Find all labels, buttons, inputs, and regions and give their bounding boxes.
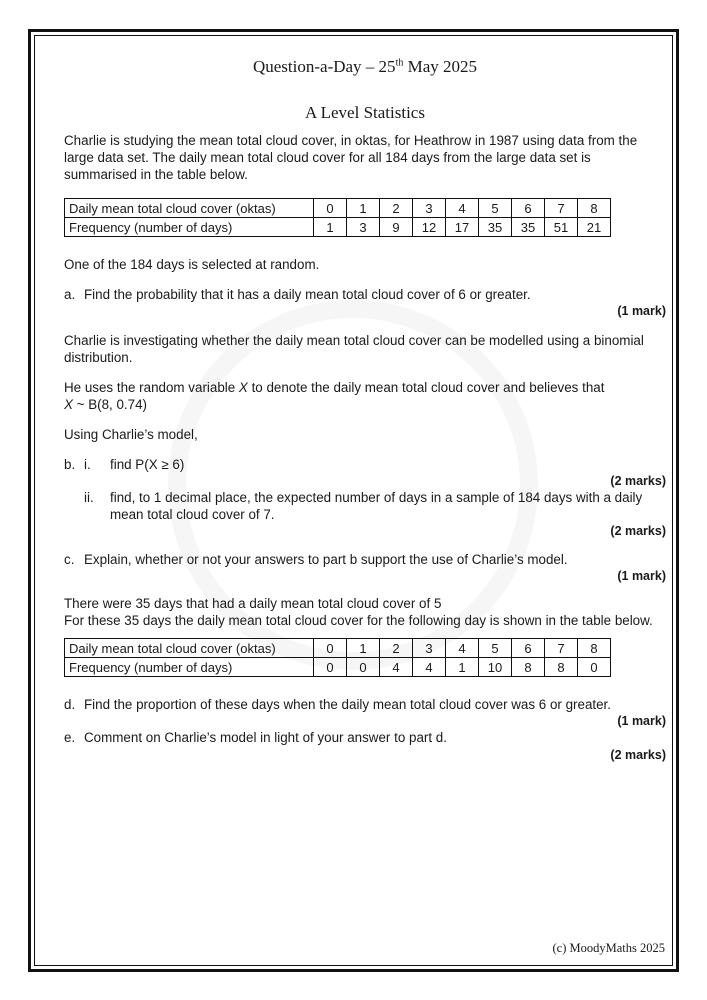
question-text: Explain, whether or not your answers to part b support the use of Charlie’s model. (84, 552, 568, 567)
table-cell: 35 (512, 218, 545, 237)
copyright-footer: (c) MoodyMaths 2025 (552, 941, 665, 955)
table-cell: 17 (446, 218, 479, 237)
question-e (64, 729, 666, 746)
table-cell: 8 (578, 199, 611, 218)
table-cell: 1 (347, 639, 380, 658)
model-variable: X (238, 380, 248, 395)
model-distribution: ~ B(8, 0.74) (72, 397, 147, 412)
investigating-text: Charlie is investigating whether the daily mean total cloud cover can be modelled using a binomial distribution. (64, 333, 644, 365)
question-label: b. (64, 457, 76, 472)
table-cell: 51 (545, 218, 578, 237)
page-title (64, 56, 666, 78)
question-text: find, to 1 decimal place, the expected number of days in a sample of 184 days with a daily mean total cloud cover of 7. (110, 490, 643, 522)
table-row (65, 658, 611, 677)
question-sublabel: i. (84, 457, 91, 472)
selected-text: One of the 184 days is selected at random. (64, 257, 320, 272)
table-cell: 2 (380, 199, 413, 218)
table-row (65, 199, 611, 218)
table-cell: 21 (578, 218, 611, 237)
model-text-a: He uses the random variable (64, 380, 239, 395)
table-row-label: Daily mean total cloud cover (oktas) (65, 199, 314, 218)
cloud-cover-table-following (64, 638, 611, 677)
table-cell: 35 (479, 218, 512, 237)
table-cell: 8 (578, 639, 611, 658)
table-cell: 10 (479, 658, 512, 677)
table-cell: 4 (380, 658, 413, 677)
question-d (64, 696, 666, 713)
table-cell: 5 (479, 199, 512, 218)
question-content (64, 56, 666, 763)
table-cell: 3 (413, 199, 446, 218)
indent-spacer (64, 489, 84, 523)
question-b-ii (64, 489, 666, 523)
table-cell: 3 (347, 218, 380, 237)
question-d-marks: (1 mark) (617, 714, 666, 728)
question-text: find P(X ≥ 6) (110, 457, 185, 472)
question-text: Comment on Charlie’s model in light of your answer to part d. (84, 730, 447, 745)
table-cell: 7 (545, 199, 578, 218)
table-cell: 0 (314, 199, 347, 218)
table-row (65, 639, 611, 658)
question-text: Find the proportion of these days when the daily mean total cloud cover was 6 or greater. (84, 697, 612, 712)
table-row (65, 218, 611, 237)
using-text: Using Charlie’s model, (64, 427, 198, 442)
table-cell: 1 (446, 658, 479, 677)
question-b-i (64, 456, 666, 473)
table-cell: 4 (413, 658, 446, 677)
question-label: c. (64, 552, 75, 567)
title-suffix: May 2025 (403, 57, 478, 76)
table-cell: 6 (512, 639, 545, 658)
table-cell: 9 (380, 218, 413, 237)
table-cell: 0 (314, 658, 347, 677)
model-variable: X (64, 397, 73, 412)
question-b-ii-marks: (2 marks) (610, 524, 666, 538)
table-cell: 0 (578, 658, 611, 677)
days35-line1: There were 35 days that had a daily mean total cloud cover of 5 (64, 596, 442, 611)
table-cell: 3 (413, 639, 446, 658)
table-cell: 1 (347, 199, 380, 218)
table-cell: 4 (446, 639, 479, 658)
table-cell: 5 (479, 639, 512, 658)
question-label: a. (64, 287, 76, 302)
table-cell: 8 (512, 658, 545, 677)
question-c (64, 551, 666, 568)
page-subtitle: A Level Statistics (305, 103, 425, 122)
table-row-label: Frequency (number of days) (65, 218, 314, 237)
table-cell: 4 (446, 199, 479, 218)
table-row-label: Frequency (number of days) (65, 658, 314, 677)
cloud-cover-table-all (64, 198, 611, 237)
title-prefix: Question-a-Day – 25 (252, 57, 396, 76)
model-text-b: to denote the daily mean total cloud cover and believes that (247, 380, 605, 395)
intro-text: Charlie is studying the mean total cloud cover, in oktas, for Heathrow in 1987 using data from the large data set. The daily mean total cloud cover for all 184 days from the large data set is summarised in the table below. (64, 133, 638, 182)
title-superscript: th (395, 57, 404, 69)
table-cell: 1 (314, 218, 347, 237)
question-e-marks: (2 marks) (610, 748, 666, 762)
table-cell: 2 (380, 639, 413, 658)
table-cell: 8 (545, 658, 578, 677)
table-cell: 7 (545, 639, 578, 658)
days35-line2: For these 35 days the daily mean total cloud cover for the following day is shown in the table below. (64, 613, 653, 628)
question-a-marks: (1 mark) (617, 304, 666, 318)
question-sublabel: ii. (84, 490, 94, 505)
table-row-label: Daily mean total cloud cover (oktas) (65, 639, 314, 658)
question-b-i-marks: (2 marks) (610, 474, 666, 488)
question-label: d. (64, 697, 76, 712)
table-cell: 0 (314, 639, 347, 658)
model-text (64, 379, 666, 413)
question-text: Find the probability that it has a daily mean total cloud cover of 6 or greater. (84, 287, 531, 302)
question-label: e. (64, 730, 76, 745)
table-cell: 12 (413, 218, 446, 237)
table-cell: 6 (512, 199, 545, 218)
question-a (64, 286, 666, 303)
table-cell: 0 (347, 658, 380, 677)
question-c-marks: (1 mark) (617, 569, 666, 583)
